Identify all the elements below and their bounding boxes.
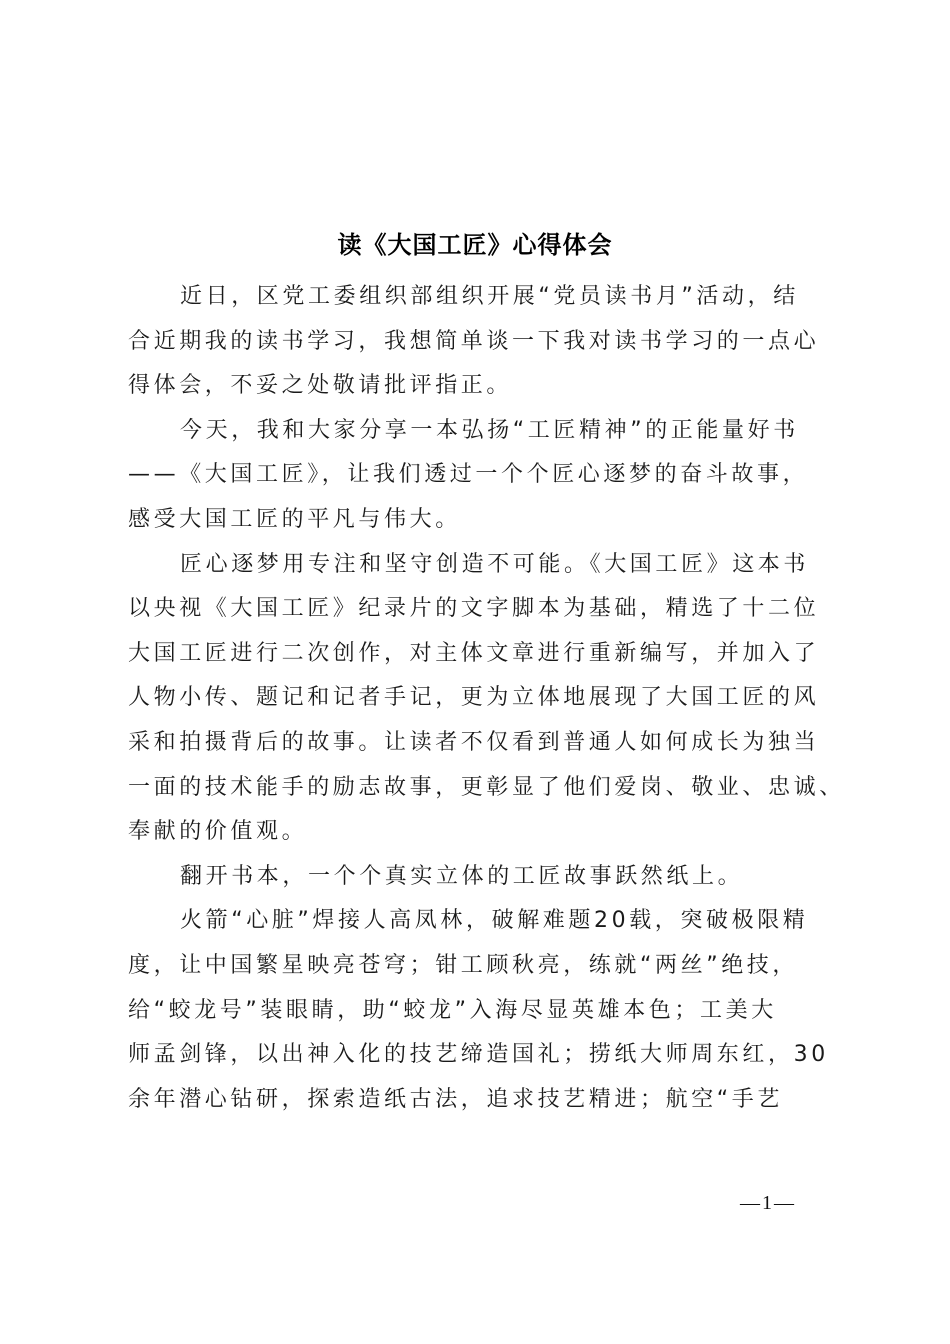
body-line: 今天，我和大家分享一本弘扬“工匠精神”的正能量好书 [180,417,799,443]
body-line: 感受大国工匠的平凡与伟大。 [128,506,461,532]
document-body [128,280,845,1127]
body-line: 余年潜心钻研，探索造纸古法，追求技艺精进；航空“手艺 [128,1086,783,1112]
body-line: 师孟剑锋，以出神入化的技艺缔造国礼；捞纸大师周东红，30 [128,1042,829,1068]
body-line: ——《大国工匠》，让我们透过一个个匠心逐梦的奋斗故事， [128,462,809,488]
body-line: 合近期我的读书学习，我想简单谈一下我对读书学习的一点心 [128,328,820,354]
body-line: 人物小传、题记和记者手记，更为立体地展现了大国工匠的风 [128,685,820,711]
body-line: 得体会，不妥之处敬请批评指正。 [128,373,513,399]
body-line: 度，让中国繁星映亮苍穹；钳工顾秋亮，练就“两丝”绝技， [128,952,798,978]
body-line: 火箭“心脏”焊接人高凤林，破解难题20载，突破极限精 [180,908,809,934]
body-line: 翻开书本，一个个真实立体的工匠故事跃然纸上。 [180,863,744,889]
document-title: 读《大国工匠》心得体会 [337,230,613,259]
body-line: 近日，区党工委组织部组织开展“党员读书月”活动，结 [180,284,799,309]
page-number: —1— [740,1192,796,1214]
body-line: 采和拍摄背后的故事。让读者不仅看到普通人如何成长为独当 [128,729,820,755]
body-line: 给“蛟龙号”装眼睛，助“蛟龙”入海尽显英雄本色；工美大 [128,997,777,1023]
body-line: 以央视《大国工匠》纪录片的文字脚本为基础，精选了十二位 [128,596,820,622]
body-line: 一面的技术能手的励志故事，更彰显了他们爱岗、敬业、忠诚、 [128,774,845,800]
body-line: 大国工匠进行二次创作，对主体文章进行重新编写，并加入了 [128,640,820,666]
body-line: 奉献的价值观。 [128,819,308,845]
body-line: 匠心逐梦用专注和坚守创造不可能。《大国工匠》这本书 [180,551,810,577]
